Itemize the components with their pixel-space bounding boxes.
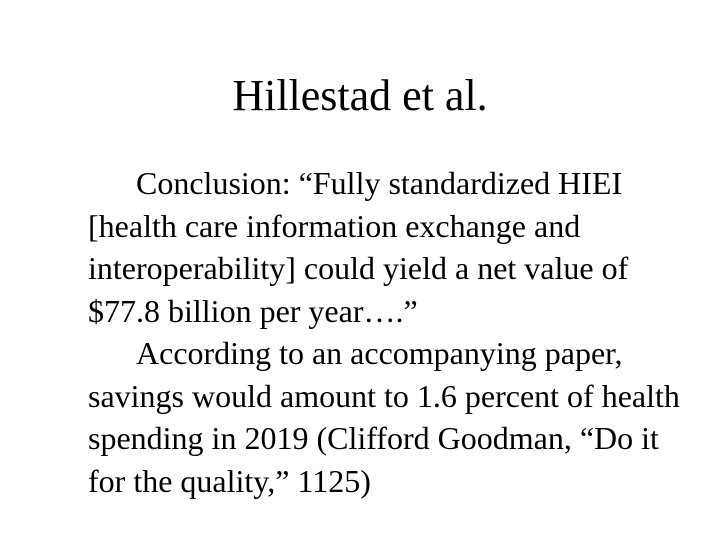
conclusion-paragraph: Conclusion: “Fully standardized HIEI [health care information exchange and interoperability] could yield a net value of $77.8 billion per year….” (88, 165, 629, 329)
slide-title: Hillestad et al. (232, 71, 488, 120)
savings-paragraph: According to an accompanying paper, savings would amount to 1.6 percent of health spending in 2019 (Clifford Goodman, “Do it for the quality,” 1125) (88, 335, 680, 499)
slide-body (88, 162, 688, 502)
